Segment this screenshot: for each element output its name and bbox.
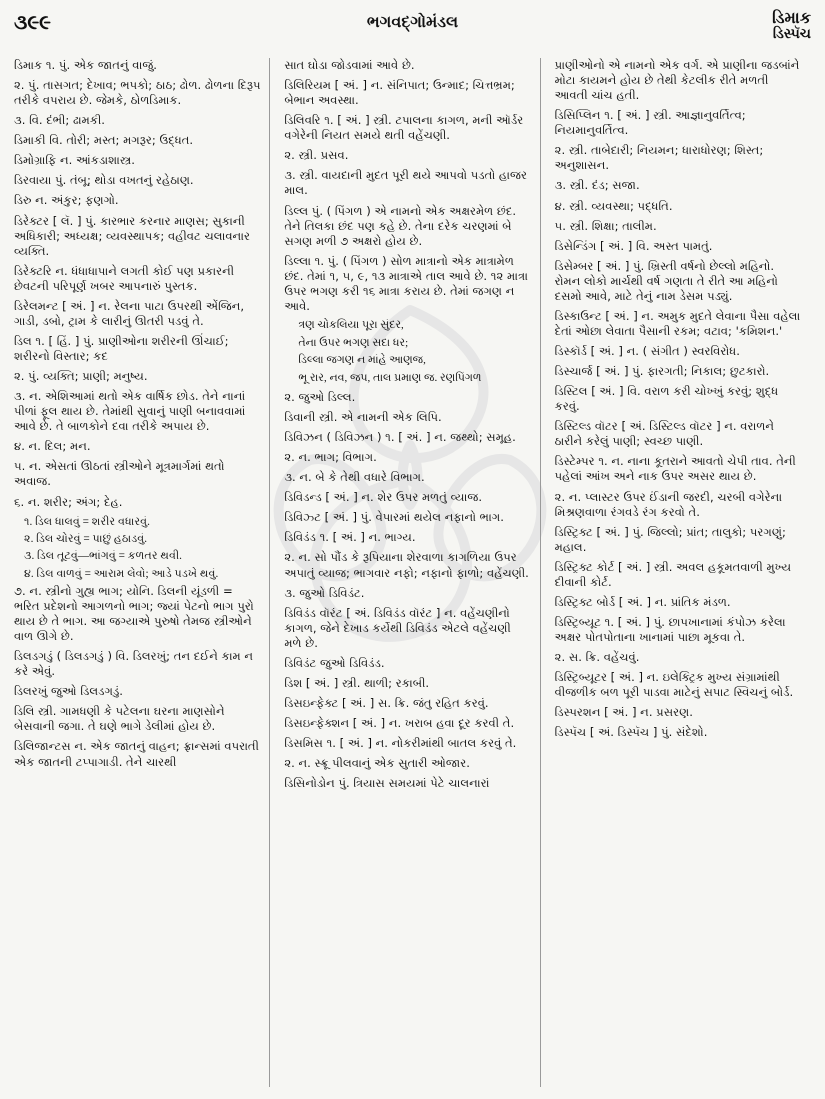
entry: ૨. ન. સ્ક્રૂ પીલવાનું એક સુતારી ઓજાર. — [284, 756, 470, 771]
page-title: ભગવદ્ગોમંડલ — [366, 12, 459, 31]
entry: ડિલ્લ પું. ( પિંગળ ) એ નામનો એક અક્ષરમેળ છંદ. તેને તિલકા છંદ પણ કહે છે. તેના દરેક ચરણમાં બે સગણ મળી ૭ અક્ષરો હોય છે. — [284, 203, 517, 248]
entry: ૨. સ. ક્રિ. વહેંચવું. — [554, 650, 640, 665]
entry: ૨. ન. સો પૌંડ કે રૂપિયાના શેરવાળા કાગળિયા ઉપર અપાતું વ્યાજ; ભાગવાર નફો; નફાનો ફાળો; વહેંચણી. — [284, 550, 529, 580]
page-header — [14, 8, 811, 62]
entry: ડિસ્ચાર્જ [ અં. ] પું. ફારગતી; નિકાલ; છુટકારો. — [554, 364, 770, 379]
entry: ડિસઇન્ફેક્શન [ અં. ] ન. ખરાબ હવા દૂર કરવી તે. — [284, 716, 515, 730]
entry: ડિસ્ટ્રિક્ટ બોર્ડ [ અં. ] ન. પ્રાંતિક મંડળ. — [554, 594, 731, 609]
guide-word-bottom: ડિસ્પૅચ — [772, 25, 811, 42]
entry: ૩. વિ. દંભી; ઢામકી. — [14, 113, 105, 128]
poem-line: તેના ઉપર ભગણ સદા ધર; — [298, 336, 409, 349]
entry: ડિસ્ટેમ્પર ૧. ન. નાના કૂતરાને આવતો ચેપી તાવ. તેની પહેલાં આંખ અને નાક ઉપર અસર થાય છે. — [554, 454, 796, 484]
guide-words — [772, 10, 811, 41]
entry: સાત ઘોડા જોડવામાં આવે છે. — [284, 58, 415, 72]
entry: ૫. ન. એસતાં ઊઠતાં સ્ત્રીઓને મૂત્રમાર્ગમાં થતો અવાજ. — [14, 459, 225, 489]
entry: ડિરુ ન. અંકુર; ફણગો. — [14, 193, 119, 208]
poem-line: ત્રણ ચોકલિયા પૂરા સુંદર, — [298, 318, 404, 331]
entry: ડિરેક્ટર [ લૅ. ] પું. કારભાર કરનાર માણસ; સુકાની અધિકારી; અધ્યક્ષ; વ્યવસ્થાપક; વહીવટ ચલાવનાર વ્યક્તિ. — [14, 213, 251, 258]
entry: ૩. ન. બે કે તેથી વધારે વિભાગ. — [284, 470, 425, 485]
column-2 — [284, 58, 540, 1087]
subentry: ૨. ડિલ ચોરવું = પાછું હઠાડવું. — [24, 532, 148, 545]
column-1 — [14, 58, 270, 1087]
column-3 — [555, 58, 811, 1087]
entry: ડિલ ૧. [ હિં. ] પું. પ્રાણીઓના શરીરની ઊંચાઈ; શરીરનો વિસ્તાર; કદ — [14, 333, 229, 363]
entry: ડિમાક ૧. પું. એક જાતનું વાજું. — [14, 58, 157, 72]
entry: ડિવિડંટ જુઓ ડિવિડંડ. — [284, 655, 385, 670]
entry: ડિસ્ટ્રિક્ટ [ અં. ] પું. જિલ્લો; પ્રાંત; તાલુકો; પરગણું; મહાલ. — [554, 524, 786, 554]
entry: ડિમોગ્રાફિ ન. આંકડાશાસ્ત્ર. — [14, 153, 135, 168]
entry: ૭. ન. સ્ત્રીનો ગુહ્ય ભાગ; યોનિ. ડિલની યૂંડળી = ભરિત પ્રદેશનો આગળનો ભાગ; જ્યાં પેટનો ભાગ પુરો થાય છે તે ભાગ. આ જગ્યાએ પુરુષો તેમજ સ્ત્રીઓને વાળ ઊગે છે. — [14, 583, 254, 644]
entry: ૨. ન. ભાગ; વિભાગ. — [284, 450, 377, 465]
entry: ડિસ્ટ્રિબ્યૂટ ૧. [ અં. ] પું. છાપખાનામાં કંપોઝ કરેલા અક્ષર પોતપોતાના ખાનામાં પાછા મૂકવા તે. — [554, 614, 786, 644]
entry: ૫. સ્ત્રી. શિક્ષા; તાલીમ. — [554, 218, 657, 233]
entry: ડિરેક્ટરિ ન. ધંધાધાપાને લગતી કોઈ પણ પ્રકારની છેવટની પરિપૂર્ણ ખબર આપનારું પુસ્તક. — [14, 263, 235, 293]
entry: ૩. જુઓ ડિવિડંટ. — [284, 585, 365, 600]
entry: ડિસ્ટિલ [ અં. ] વિ. વરાળ કરી ચોખ્ખું કરવું; શુદ્ધ કરવું. — [554, 384, 779, 414]
entry: ડિવિડંડ વૉરંટ [ અં. ડિવિડંડ વૉરંટ ] ન. વહેંચણીનો કાગળ, જેને દેખાડ કર્યેથી ડિવિડંડ એટલે વહેંચણી મળે છે. — [284, 605, 511, 650]
entry: ડિસ્પરશન [ અં. ] ન. પ્રસરણ. — [554, 705, 693, 720]
entry: ડિસ્પૅચ [ અં. ડિસ્પૅચ ] પું. સંદેશો. — [554, 725, 708, 740]
entry: ડિમાકી વિ. તોરી; મસ્ત; મગરૂર; ઉદ્ધત. — [14, 133, 194, 148]
poem-line: ડિલ્લા જગણ ન માંહે આણજ, — [298, 354, 426, 367]
entry: ડિસઇન્ફેક્ટ [ અં. ] સ. ક્રિ. જંતુ રહિત કરવું. — [284, 695, 489, 710]
entry: ડિરવાયા પું. તંબૂ; થોડા વખતનું રહેઠાણ. — [14, 173, 194, 188]
entry: ડિસિનોડોન પું. ત્રિયાસ સમયમાં પેટે ચાલનારાં — [284, 776, 490, 791]
entry: ડિરેલમન્ટ [ અં. ] ન. રેલના પાટા ઉપરથી એંજિન, ગાડી, ડબો, ટ્રામ કે લારીનું ઊતરી પડવું તે. — [14, 298, 245, 328]
entry: ૨. પું. વ્યક્તિ; પ્રાણી; મનુષ્ય. — [14, 369, 148, 384]
entry: ડિલિરિયમ [ અં. ] ન. સંનિપાત; ઉન્માદ; ચિત્તભ્રમ; બેભાન અવસ્થા. — [284, 78, 515, 108]
entry: પ્રાણીઓનો એ નામનો એક વર્ગ. એ પ્રાણીના જડબાંને મોટા કાયમને હોય છે તેથી કેટલીક રીતે મળતી આવતી ચાંચ હતી. — [554, 58, 800, 103]
entry: ડિસ્કાઉન્ટ [ અં. ] ન. અમુક મુદતે લેવાના પૈસા વહેલા દેતાં ઓછા લેવાતા પૈસાની રકમ; વટાવ; 'કમિશન.' — [554, 308, 801, 338]
entry: ૩. ન. એશિઆમાં થતો એક વાર્ષિક છોડ. તેને નાનાં પીળાં ફૂલ થાય છે. તેમાંથી સુવાનું પાણી બનાવવામાં આવે છે. તે બાળકોને દવા તરીકે અપાય છે. — [14, 389, 246, 434]
subentry: ૩. ડિલ તૂટવું—ભાંગવું = કળતર થવી. — [24, 550, 182, 563]
entry: ડિશ [ અં. ] સ્ત્રી. થાળી; રકાબી. — [284, 675, 430, 690]
entry: ડિલડગડું ( ડિલડગડું ) વિ. ડિલરખું; તન દઈને કામ ન કરે એવું. — [14, 649, 254, 679]
entry: ડિલ્લા ૧. પું. ( પિંગળ ) સોળ માત્રાનો એક માત્રામેળ છંદ. તેમાં ૧, ૫, ૯, ૧૩ માત્રાએ તાલ આવે છે. ૧૨ માત્રા ઉપર ભગણ કરી ૧૬ માત્રા કરાય છે. તેમાં જગણ ન આવે. — [284, 253, 528, 313]
poem-line: ભૂ રાર, નવ, જપ, તાલ પ્રમાણ જ. રણપિંગળ — [298, 372, 482, 385]
entry: ૨. સ્ત્રી. તાબેદારી; નિયમન; ધારાધોરણ; શિસ્ત; અનુશાસન. — [554, 143, 764, 173]
entry: ડિવિઝ્ટ [ અં. ] પું. વેપારમાં થયેલ નફાનો ભાગ. — [284, 510, 504, 525]
entry: ૨. જુઓ ડિલ્લ. — [284, 389, 356, 404]
entry: ૪. ન. દિલ; મન. — [14, 439, 91, 454]
entry: ડિલિવરિ ૧. [ અં. ] સ્ત્રી. ટપાલના કાગળ, મની ઑર્ડર વગેરેની નિયત સમયે થતી વહેંચણી. — [284, 113, 524, 143]
entry: ડિસેમ્બર [ અં. ] પું. ખ્રિસ્તી વર્ષનો છેલ્લો મહિનો. રોમન લોકો માર્ચથી વર્ષ ગણતા તે રીતે આ મહિનો દસમો આવે, માટે તેનું નામ ડેસમ પડ્યું. — [554, 258, 778, 303]
entry: ડિસ્ટ્રિબ્યૂટર [ અં. ] ન. ઇલેક્ટ્રિક મુખ્ય સંગ્રામાંથી વીજળીક બળ પૂરી પાડવા માટેનું સપાટ સ્વિચનું બોર્ડ. — [554, 670, 794, 700]
subentry: ૪. ડિલ વાળવું = આરામ લેવો; આડે પડખે થવું. — [24, 567, 219, 580]
entry: ડિવિડંડ ૧. [ અં. ] ન. ભાગ્ય. — [284, 530, 416, 545]
dictionary-columns — [14, 58, 811, 1087]
entry: ૨. સ્ત્રી. પ્રસવ. — [284, 148, 349, 163]
entry: ડિલિ સ્ત્રી. ગામધણી કે પટેલના ઘરના માણસોને બેસવાની જગા. તે ઘણે ભાગે ડેલીમાં હોય છે. — [14, 704, 225, 734]
entry: ૩. સ્ત્રી. દંડ; સજા. — [554, 178, 640, 193]
entry: ડિસ્કૉર્ડ [ અં. ] ન. ( સંગીત ) સ્વરવિરોધ. — [554, 344, 740, 358]
entry: ૩. સ્ત્રી. વાયદાની મુદત પૂરી થયે આપવો પડતો હાજર માલ. — [284, 168, 527, 198]
entry: ૨. ન. પ્લાસ્ટર ઉપર ઈંડાની જરદી, ચરબી વગેરેના મિશ્રણવાળા રંગવડે રંગ કરવો તે. — [554, 489, 783, 519]
entry: ૪. સ્ત્રી. વ્યવસ્થા; પદ્ધતિ. — [554, 198, 673, 213]
entry: ડિલરખું જુઓ ડિલડગડું. — [14, 684, 123, 699]
entry: ૬. ન. શરીર; અંગ; દેહ. — [14, 494, 123, 509]
entry: ડિવિઝન ( ડિવિઝન ) ૧. [ અં. ] ન. જથ્થો; સમૂહ. — [284, 430, 516, 445]
entry: ડિસમિસ ૧. [ અં. ] ન. નોકરીમાંથી બાતલ કરવું તે. — [284, 736, 517, 751]
entry: ડિસેન્ડિંગ [ અં. ] વિ. અસ્ત પામતું. — [554, 238, 713, 253]
entry: ડિસિપ્લિન ૧. [ અં. ] સ્ત્રી. આજ્ઞાનુવર્તિત્વ; નિયમાનુવર્તિત્વ. — [554, 108, 746, 138]
guide-word-top: ડિમાક — [772, 8, 811, 27]
entry: ડિસ્ટ્રિક્ટ કોર્ટ [ અં. ] સ્ત્રી. અવલ હકૂમતવાળી મુખ્ય દીવાની કોર્ટ. — [554, 559, 792, 589]
entry: ૨. પું. તાસગત; દેખાવ; ભપકો; ઠાઠ; ઢોળ. ઢોળના દિરૂપ તરીકે વપરાય છે. જેમકે, ઠોળડિમાક. — [14, 78, 261, 108]
entry: ડિલિજાન્ટસ ન. એક જાતનું વાહન; ફ્રાન્સમાં વપરાતી એક જાતની ટપ્પાગાડી. તેને ચારથી — [14, 739, 259, 769]
entry: ડિસ્ટિલ્ડ વૉટર [ અં. ડિસ્ટિલ્ડ વૉટર ] ન. વરાળને ઠારીને કરેલું પાણી; સ્વચ્છ પાણી. — [554, 419, 775, 449]
subentry: ૧. ડિલ ધાલવું = શરીર વધારવું. — [24, 515, 150, 528]
entry: ડિવિડન્ડ [ અં. ] ન. શેર ઉપર મળતું વ્યાજ. — [284, 490, 483, 505]
page-number: ૩૯૯ — [14, 10, 51, 34]
entry: ડિવાની સ્ત્રી. એ નામની એક લિપિ. — [284, 410, 442, 424]
